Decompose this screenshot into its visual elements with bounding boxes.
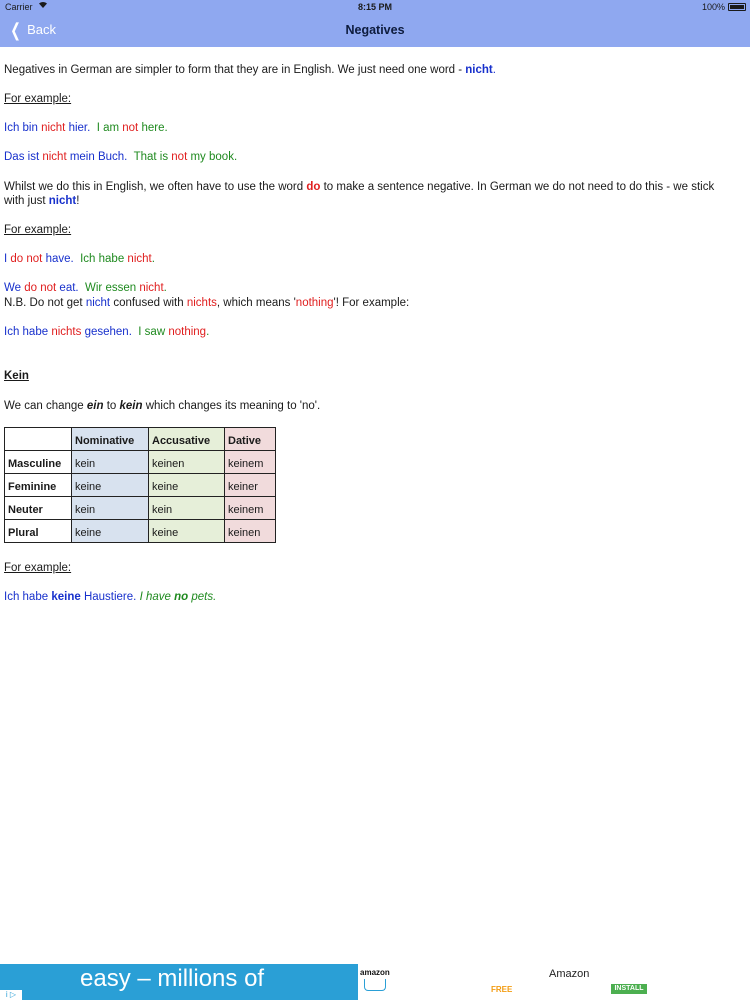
en-negative: not [122,122,139,134]
row-header-cell: Feminine [5,474,72,497]
body-text: , which means ' [216,297,296,309]
table-cell: keine [149,474,225,497]
table-cell: kein [149,497,225,520]
table-cell: kein [72,451,149,474]
install-button[interactable]: INSTALL [611,984,647,994]
en-negative: do not [24,282,57,294]
de-negative: nicht [42,151,67,163]
keyword-do: do [306,181,321,193]
table-cell: keinem [225,497,276,520]
en-text: I am [96,122,123,134]
de-text: Ich habe [4,326,52,338]
keyword-nothing: nothing [295,297,334,309]
table-row [5,520,276,543]
de-text: Ich bin [4,122,42,134]
de-text: . [163,282,167,294]
de-negative: nicht [139,282,164,294]
en-text: eat. [56,282,79,294]
body-text: confused with [110,297,187,309]
de-negative: keine [51,591,81,603]
amazon-logo [360,968,392,998]
body-text: ! [76,195,80,207]
en-negative: nothing [168,326,207,338]
keyword-nicht: nicht [48,195,77,207]
example-sentence [4,150,237,164]
body-text: '! For example: [333,297,410,309]
body-text: to [103,400,120,412]
de-text: mein Buch. [66,151,128,163]
back-button[interactable] [8,19,56,40]
table-header-cell: Accusative [149,428,225,451]
de-text: hier. [65,122,91,134]
back-label: Back [27,22,56,37]
intro-period: . [492,64,496,76]
keyword-ein: ein [86,400,104,412]
keyword-nichts: nichts [186,297,217,309]
table-row [5,474,276,497]
nb-paragraph [4,296,409,310]
whilst-paragraph-line1 [4,180,714,194]
body-text: with just [4,195,49,207]
example-sentence [4,325,209,339]
table-cell: keiner [225,474,276,497]
ad-headline: easy – millions of [80,965,265,992]
intro-nicht: nicht [465,64,493,76]
en-negative: not [171,151,188,163]
body-text: N.B. Do not get [4,297,86,309]
en-text: We [4,282,25,294]
cart-icon [364,979,386,991]
de-text: Das ist [4,151,43,163]
de-text: Wir essen [85,282,140,294]
kein-intro [4,399,320,413]
de-text: Haustiere. [80,591,137,603]
chevron-left-icon: ❮ [10,19,21,40]
table-header-cell: Dative [225,428,276,451]
example-sentence [4,281,167,295]
table-cell: keinen [149,451,225,474]
example-sentence [4,121,168,135]
kein-heading: Kein [4,370,29,382]
table-header-cell: Nominative [72,428,149,451]
row-header-cell: Plural [5,520,72,543]
table-cell: keinem [225,451,276,474]
for-example-heading: For example: [4,93,72,105]
de-text: Ich habe [4,591,52,603]
de-negative: nichts [51,326,82,338]
table-cell: keine [149,520,225,543]
whilst-paragraph-line2 [4,194,79,208]
page-title: Negatives [345,23,405,37]
navigation-bar [0,14,750,47]
table-row [5,451,276,474]
example-sentence [4,252,155,266]
ad-choices-icon[interactable]: i ▷ [0,990,22,1000]
example-sentence [4,590,216,604]
status-time: 8:15 PM [357,2,392,12]
table-cell: keine [72,520,149,543]
intro-text: Negatives in German are simpler to form that they are in English. We just need one word - [4,64,466,76]
status-bar [0,0,750,14]
en-text: have. [42,253,74,265]
en-text: here. [138,122,168,134]
battery-icon [728,3,746,11]
kein-declension-table [4,427,276,543]
de-negative: nicht [41,122,66,134]
ad-banner[interactable] [0,964,750,1000]
de-text: . [151,253,155,265]
en-text: That is [133,151,172,163]
ad-app-name: Amazon [549,968,590,980]
table-cell: keinen [225,520,276,543]
body-text: We can change [4,400,87,412]
row-header-cell: Masculine [5,451,72,474]
ad-creative[interactable] [0,964,358,1000]
de-negative: nicht [127,253,152,265]
table-header-row [5,428,276,451]
en-text: I have [139,591,175,603]
de-text: Ich habe [80,253,128,265]
en-text: I [4,253,11,265]
intro-paragraph [4,63,496,77]
logo-wordmark: amazon [360,968,390,977]
battery-percent: 100% [701,2,725,12]
body-text: Whilst we do this in English, we often have to use the word [4,181,307,193]
en-negative: no [174,591,189,603]
for-example-heading: For example: [4,224,72,236]
keyword-kein: kein [119,400,143,412]
en-text: my book. [187,151,238,163]
table-row [5,497,276,520]
for-example-heading: For example: [4,562,72,574]
table-header-cell [5,428,72,451]
en-text: I saw [138,326,169,338]
body-text: which changes its meaning to 'no'. [142,400,321,412]
table-cell: keine [72,474,149,497]
row-header-cell: Neuter [5,497,72,520]
ad-price: FREE [491,985,513,994]
body-text: to make a sentence negative. In German we do not need to do this - we stick [320,181,715,193]
table-cell: kein [72,497,149,520]
keyword-nicht: nicht [85,297,111,309]
carrier-label: Carrier [5,2,33,12]
en-text: . [206,326,210,338]
de-text: gesehen. [81,326,132,338]
en-text: pets. [188,591,217,603]
en-negative: do not [10,253,43,265]
